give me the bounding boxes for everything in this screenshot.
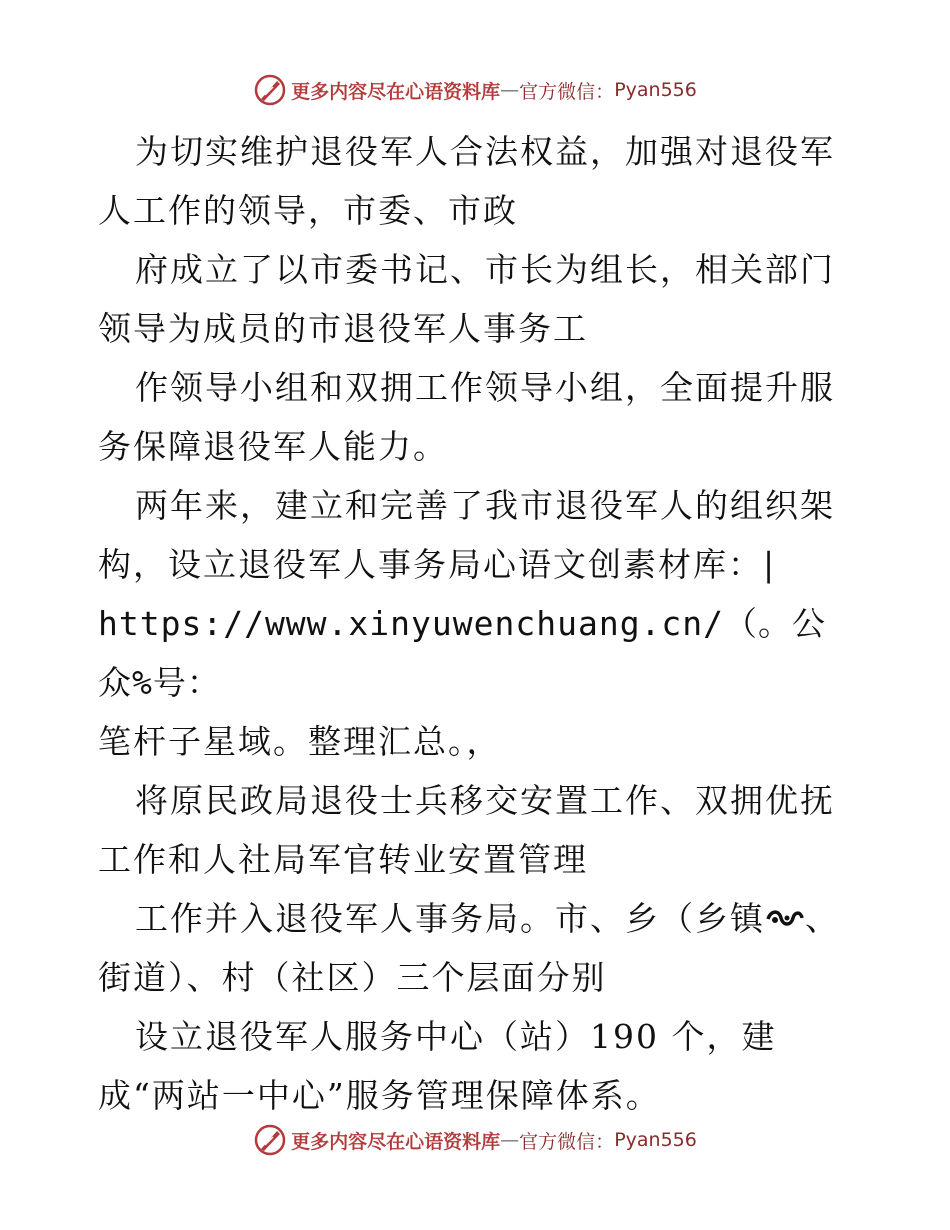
footer-wechat-label: 官方微信： <box>519 1130 615 1153</box>
footer-separator: — <box>500 1129 520 1151</box>
header-banner <box>0 72 950 108</box>
paragraph-4: 两年来，建立和完善了我市退役军人的组织架构，设立退役军人事务局心语文创素材库：| <box>98 486 835 584</box>
paragraph-3: 作领导小组和双拥工作领导小组，全面提升服务保障退役军人能力。 <box>98 368 835 466</box>
paragraph-6-text: 工作并入退役军人事务局。市、乡（乡镇 <box>135 899 765 938</box>
document-body <box>98 122 858 1125</box>
quill-seal-icon <box>253 1123 287 1157</box>
footer-brand: 更多内容尽在心语资料库 <box>291 1130 501 1153</box>
footer-banner <box>0 1122 950 1158</box>
quill-seal-icon <box>253 73 287 107</box>
banner-separator: — <box>500 79 520 101</box>
banner-wechat-id: Pyan556 <box>614 79 697 101</box>
paragraph-2: 府成立了以市委书记、市长为组长，相关部门领导为成员的市退役军人事务工 <box>98 250 835 348</box>
paragraph-7: 设立退役军人服务中心（站）190 个，建成“两站一中心”服务管理保障体系。 <box>98 1017 777 1115</box>
paragraph-6 <box>98 889 858 1007</box>
footer-wechat-id: Pyan556 <box>614 1129 697 1151</box>
paragraph-1: 为切实维护退役军人合法权益，加强对退役军人工作的领导，市委、市政 <box>98 132 835 230</box>
banner-brand: 更多内容尽在心语资料库 <box>291 80 501 103</box>
paragraph-6-cont: 、街道）、村（社区）三个层面分别 <box>98 899 840 997</box>
paragraph-url: https://www.xinyuwenchuang.cn/（。公众%号： <box>98 604 827 702</box>
ornament-glyph-icon <box>765 906 805 932</box>
paragraph-source: 笔杆子星域。整理汇总。， <box>98 722 502 761</box>
paragraph-5: 将原民政局退役士兵移交安置工作、双拥优抚工作和人社局军官转业安置管理 <box>98 781 835 879</box>
banner-wechat-label: 官方微信： <box>519 80 615 103</box>
